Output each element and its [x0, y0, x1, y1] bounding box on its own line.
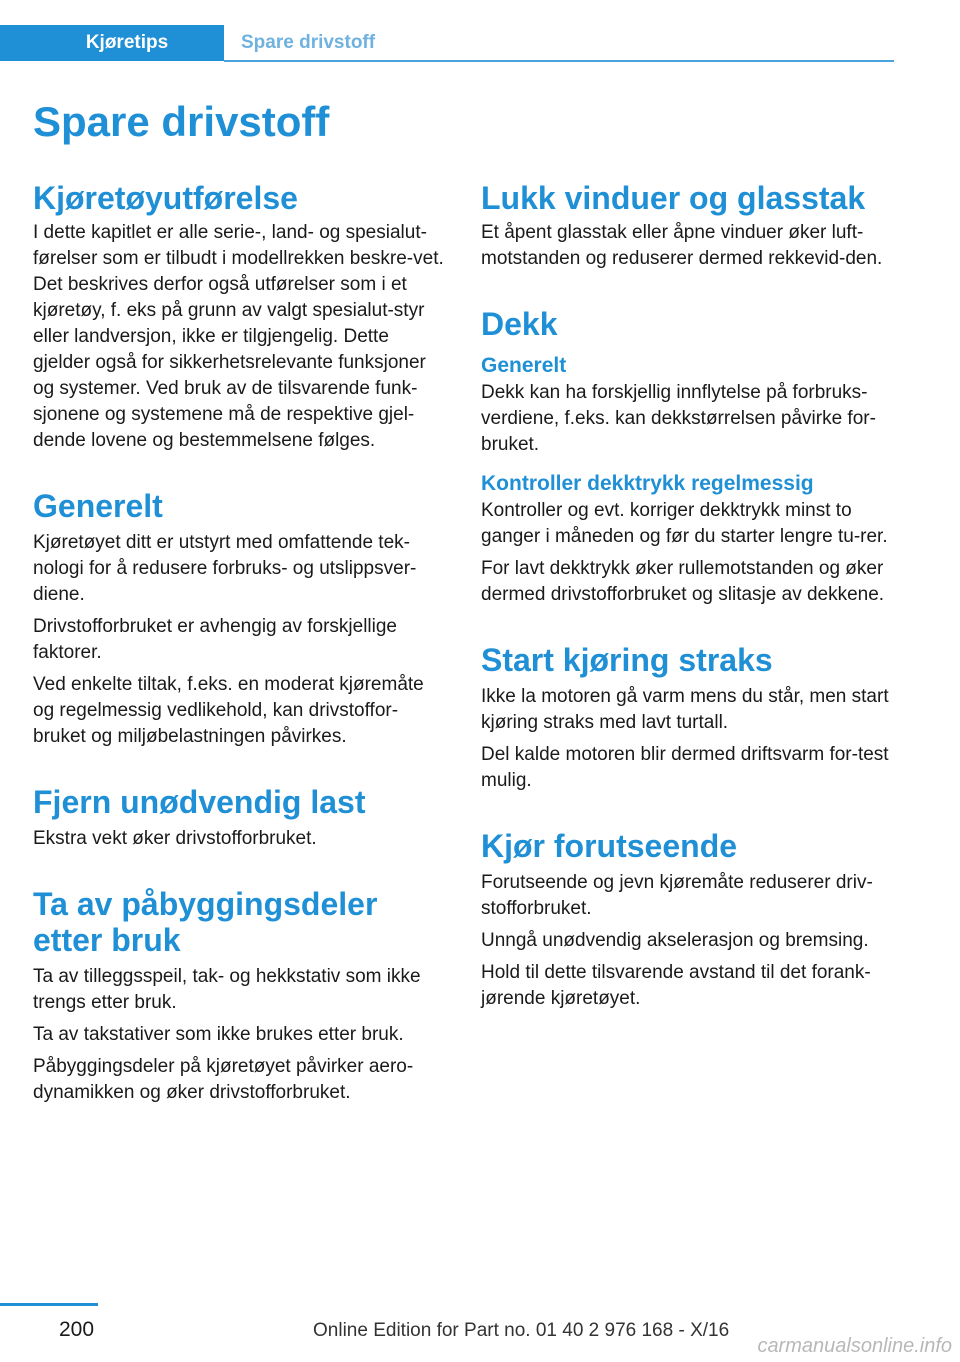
paragraph: Del kalde motoren blir dermed driftsvarm for-test mulig.	[481, 744, 889, 791]
subsection-heading: Kontroller dekktrykk regelmessig	[481, 472, 814, 495]
section-heading: Dekk	[481, 306, 558, 342]
section-heading: Kjør forutseende	[481, 828, 738, 864]
section-generelt	[33, 488, 447, 750]
tab-kjoretips[interactable]	[0, 25, 224, 61]
section-fjern-last	[33, 784, 447, 852]
footer-divider	[0, 1303, 98, 1306]
paragraph: Dekk kan ha forskjellig innflytelse på forbruks-verdiene, f.eks. kan dekkstørrelsen påvirke for-bruket.	[481, 382, 876, 455]
right-column	[481, 180, 895, 1046]
section-heading: Ta av påbyggingsdeler etter bruk	[33, 886, 378, 958]
section-lukk-vinduer	[481, 180, 895, 272]
paragraph: Unngå unødvendig akselerasjon og bremsing.	[481, 930, 869, 951]
watermark: carmanualsonline.info	[757, 1335, 952, 1357]
subsection-heading: Generelt	[481, 354, 567, 377]
section-pabyggingsdeler	[33, 886, 447, 1106]
paragraph: Ta av tilleggsspeil, tak- og hekkstativ som ikke trengs etter bruk.	[33, 966, 421, 1013]
page-number: 200	[59, 1318, 95, 1341]
paragraph: Drivstofforbruket er avhengig av forskjellige faktorer.	[33, 616, 397, 663]
tab-spare-drivstoff-label: Spare drivstoff	[241, 32, 376, 53]
paragraph: Hold til dette tilsvarende avstand til det forank-jørende kjøretøyet.	[481, 962, 871, 1009]
paragraph: I dette kapitlet er alle serie-, land- og spesialut-førelser som er tilbudt i modellrekken beskre-vet. Det beskrives derfor også utførelser som i et kjøretøy, f. eks på grunn av valgt spesialut-styr eller landversjon, ikke er tilgjengelig. Dette gjelder også for sikkerhetsrelevante funksjoner og systemer. Ved bruk av de tilsvarende funk-sjonene og systemene må de respektive gjel-dende lovene og bestemmelsene følges.	[33, 222, 444, 451]
section-dekk	[481, 306, 895, 608]
section-start-kjoring	[481, 642, 895, 794]
page-title: Spare drivstoff	[33, 98, 330, 145]
paragraph: Ekstra vekt øker drivstofforbruket.	[33, 828, 317, 849]
tab-spare-drivstoff[interactable]	[241, 25, 375, 61]
section-heading: Lukk vinduer og glasstak	[481, 180, 866, 216]
paragraph: Påbyggingsdeler på kjøretøyet påvirker aero-dynamikken og øker drivstofforbruket.	[33, 1056, 414, 1103]
paragraph: Kontroller og evt. korriger dekktrykk minst to ganger i måneden og før du starter lengre tu-rer.	[481, 500, 888, 547]
section-heading: Generelt	[33, 488, 163, 524]
section-kjor-forutseende	[481, 828, 895, 1012]
tab-kjoretips-label: Kjøretips	[85, 32, 169, 53]
paragraph: Kjøretøyet ditt er utstyrt med omfattende tek-nologi for å redusere forbruks- og utslippsver-diene.	[33, 532, 417, 605]
section-kjoretoyutforelse	[33, 180, 447, 454]
paragraph: Forutseende og jevn kjøremåte reduserer driv-stofforbruket.	[481, 872, 873, 919]
section-heading: Fjern unødvendig last	[33, 784, 366, 820]
paragraph: Ved enkelte tiltak, f.eks. en moderat kjøremåte og regelmessig vedlikehold, kan drivstoffor-bruket og miljøbelastningen påvirkes.	[33, 674, 424, 747]
page-header	[0, 0, 960, 62]
left-column	[33, 180, 447, 1140]
header-divider	[224, 60, 894, 62]
paragraph: Et åpent glasstak eller åpne vinduer øker luft-motstanden og reduserer dermed rekkevid-den.	[481, 222, 883, 269]
section-heading: Kjøretøyutførelse	[33, 180, 298, 216]
edition-text: Online Edition for Part no. 01 40 2 976 168 - X/16	[313, 1320, 730, 1341]
paragraph: Ta av takstativer som ikke brukes etter bruk.	[33, 1024, 404, 1045]
paragraph: Ikke la motoren gå varm mens du står, men start kjøring straks med lavt turtall.	[481, 686, 889, 733]
section-heading: Start kjøring straks	[481, 642, 773, 678]
paragraph: For lavt dekktrykk øker rullemotstanden og øker dermed drivstofforbruket og slitasje av dekkene.	[481, 558, 885, 605]
